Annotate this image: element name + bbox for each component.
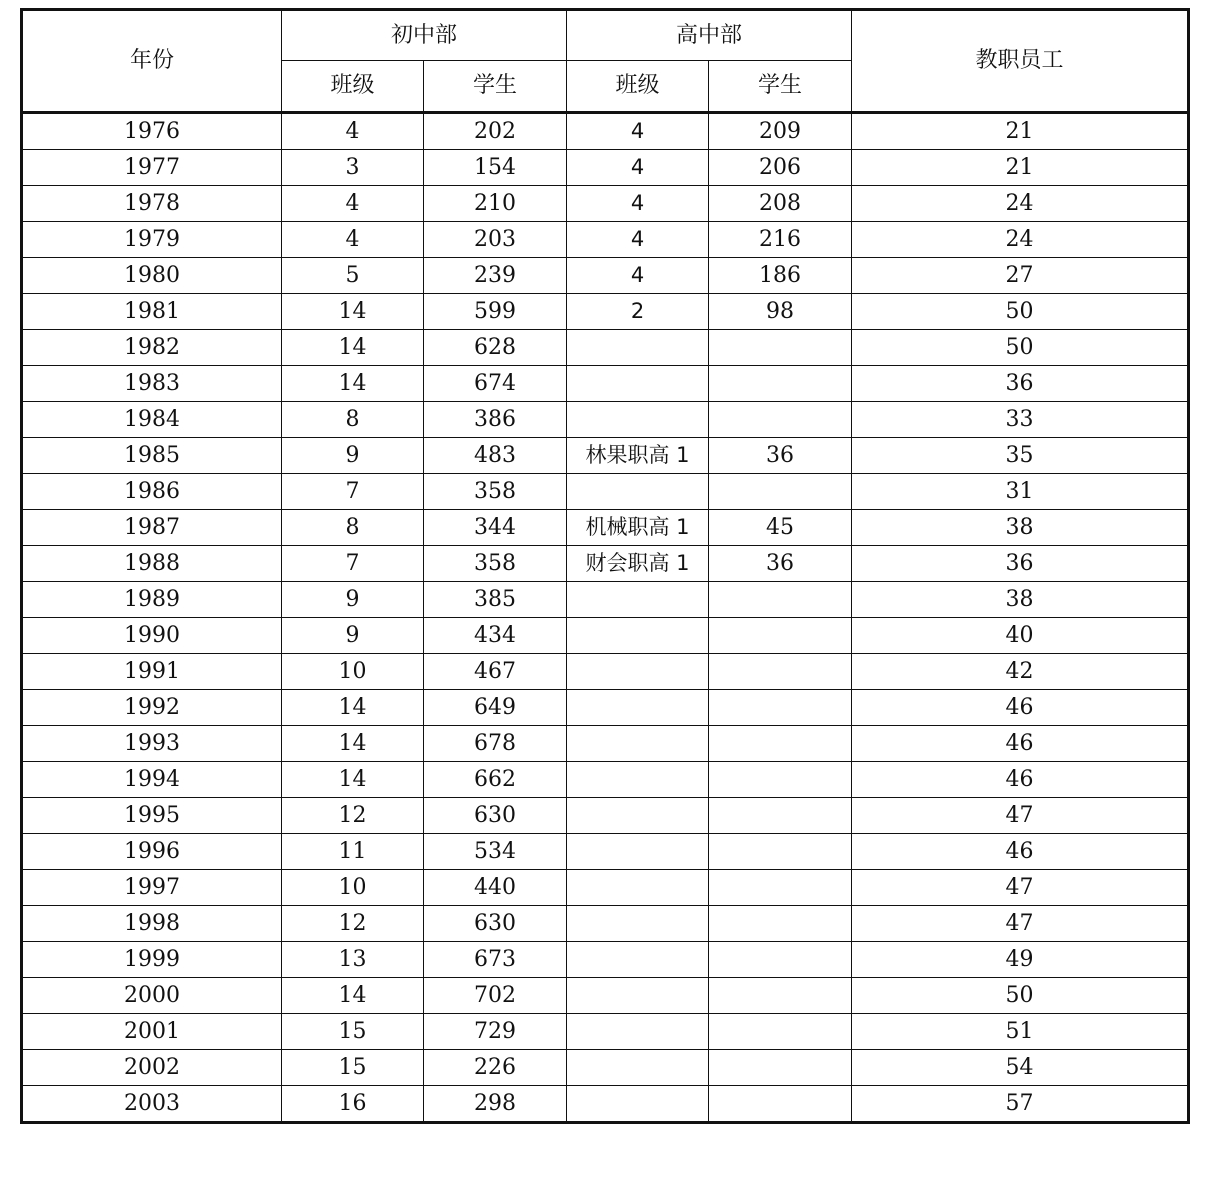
year-cell: 1994	[22, 762, 282, 798]
senior-classes-cell	[567, 798, 709, 834]
staff-cell: 46	[852, 762, 1189, 798]
staff-cell: 46	[852, 834, 1189, 870]
year-cell: 1980	[22, 258, 282, 294]
staff-cell: 57	[852, 1086, 1189, 1123]
senior-students-cell: 208	[709, 186, 852, 222]
senior-students-cell	[709, 582, 852, 618]
junior-classes-cell: 7	[282, 474, 424, 510]
senior-classes-cell	[567, 762, 709, 798]
junior-students-cell: 385	[424, 582, 567, 618]
senior-classes-cell	[567, 582, 709, 618]
senior-classes-cell	[567, 834, 709, 870]
junior-students-cell: 678	[424, 726, 567, 762]
year-cell: 2002	[22, 1050, 282, 1086]
junior-students-cell: 226	[424, 1050, 567, 1086]
year-cell: 1992	[22, 690, 282, 726]
senior-students-cell	[709, 978, 852, 1014]
senior-students-cell: 36	[709, 438, 852, 474]
senior-classes-cell	[567, 690, 709, 726]
staff-cell: 47	[852, 798, 1189, 834]
staff-cell: 38	[852, 510, 1189, 546]
junior-students-cell: 344	[424, 510, 567, 546]
staff-cell: 54	[852, 1050, 1189, 1086]
senior-classes-cell	[567, 474, 709, 510]
table-row	[22, 366, 1189, 402]
staff-cell: 49	[852, 942, 1189, 978]
table-row	[22, 113, 1189, 150]
junior-students-cell: 673	[424, 942, 567, 978]
year-cell: 1986	[22, 474, 282, 510]
senior-students-cell: 36	[709, 546, 852, 582]
staff-cell: 47	[852, 870, 1189, 906]
junior-classes-cell: 14	[282, 366, 424, 402]
year-cell: 1977	[22, 150, 282, 186]
senior-classes-cell: 2	[567, 294, 709, 330]
table-row	[22, 258, 1189, 294]
senior-classes-cell	[567, 1014, 709, 1050]
staff-cell: 27	[852, 258, 1189, 294]
senior-classes-cell: 财会职高 1	[567, 546, 709, 582]
year-cell: 1981	[22, 294, 282, 330]
table-body	[22, 113, 1189, 1123]
year-cell: 1982	[22, 330, 282, 366]
year-cell: 1979	[22, 222, 282, 258]
year-cell: 1990	[22, 618, 282, 654]
senior-students-cell	[709, 654, 852, 690]
senior-classes-cell	[567, 366, 709, 402]
junior-students-cell: 630	[424, 906, 567, 942]
junior-classes-cell: 15	[282, 1014, 424, 1050]
staff-cell: 50	[852, 294, 1189, 330]
table-row	[22, 330, 1189, 366]
junior-classes-cell: 16	[282, 1086, 424, 1123]
table-row	[22, 690, 1189, 726]
table-row	[22, 294, 1189, 330]
staff-header: 教职员工	[852, 10, 1189, 113]
junior-students-cell: 628	[424, 330, 567, 366]
junior-classes-header: 班级	[282, 61, 424, 113]
junior-classes-cell: 8	[282, 402, 424, 438]
year-cell: 1985	[22, 438, 282, 474]
table-row	[22, 654, 1189, 690]
senior-classes-cell	[567, 1086, 709, 1123]
junior-classes-cell: 4	[282, 222, 424, 258]
junior-classes-cell: 14	[282, 978, 424, 1014]
junior-students-cell: 649	[424, 690, 567, 726]
staff-cell: 50	[852, 978, 1189, 1014]
senior-students-cell	[709, 762, 852, 798]
junior-students-cell: 210	[424, 186, 567, 222]
senior-classes-cell	[567, 654, 709, 690]
junior-students-cell: 154	[424, 150, 567, 186]
junior-classes-cell: 4	[282, 186, 424, 222]
senior-students-cell	[709, 402, 852, 438]
junior-classes-cell: 12	[282, 798, 424, 834]
senior-classes-cell	[567, 330, 709, 366]
senior-students-cell: 186	[709, 258, 852, 294]
staff-cell: 51	[852, 1014, 1189, 1050]
senior-classes-cell: 林果职高 1	[567, 438, 709, 474]
junior-classes-cell: 7	[282, 546, 424, 582]
table-header	[22, 10, 1189, 113]
junior-classes-cell: 5	[282, 258, 424, 294]
table-row	[22, 762, 1189, 798]
senior-students-cell	[709, 798, 852, 834]
junior-students-cell: 662	[424, 762, 567, 798]
senior-classes-cell	[567, 402, 709, 438]
year-cell: 1993	[22, 726, 282, 762]
senior-classes-header: 班级	[567, 61, 709, 113]
junior-students-cell: 599	[424, 294, 567, 330]
staff-cell: 46	[852, 690, 1189, 726]
junior-classes-cell: 14	[282, 726, 424, 762]
table-row	[22, 1050, 1189, 1086]
senior-students-cell	[709, 942, 852, 978]
senior-students-cell	[709, 474, 852, 510]
senior-students-cell: 209	[709, 113, 852, 150]
junior-students-cell: 729	[424, 1014, 567, 1050]
table-row	[22, 618, 1189, 654]
senior-classes-cell: 4	[567, 258, 709, 294]
senior-classes-cell: 机械职高 1	[567, 510, 709, 546]
year-cell: 1983	[22, 366, 282, 402]
junior-classes-cell: 13	[282, 942, 424, 978]
junior-classes-cell: 14	[282, 294, 424, 330]
senior-classes-cell	[567, 726, 709, 762]
junior-students-header: 学生	[424, 61, 567, 113]
senior-classes-cell: 4	[567, 186, 709, 222]
year-cell: 1988	[22, 546, 282, 582]
junior-students-cell: 434	[424, 618, 567, 654]
senior-students-cell	[709, 690, 852, 726]
table-row	[22, 402, 1189, 438]
year-cell: 1978	[22, 186, 282, 222]
junior-classes-cell: 11	[282, 834, 424, 870]
year-cell: 1998	[22, 906, 282, 942]
year-cell: 1996	[22, 834, 282, 870]
table-row	[22, 546, 1189, 582]
junior-students-cell: 674	[424, 366, 567, 402]
staff-cell: 31	[852, 474, 1189, 510]
staff-cell: 21	[852, 113, 1189, 150]
table-row	[22, 978, 1189, 1014]
year-cell: 2000	[22, 978, 282, 1014]
staff-cell: 47	[852, 906, 1189, 942]
table-row	[22, 186, 1189, 222]
junior-students-cell: 386	[424, 402, 567, 438]
junior-classes-cell: 9	[282, 618, 424, 654]
senior-classes-cell	[567, 618, 709, 654]
senior-students-header: 学生	[709, 61, 852, 113]
senior-section-header: 高中部	[567, 10, 852, 61]
junior-students-cell: 203	[424, 222, 567, 258]
table-row	[22, 150, 1189, 186]
junior-classes-cell: 12	[282, 906, 424, 942]
year-cell: 1989	[22, 582, 282, 618]
year-cell: 1984	[22, 402, 282, 438]
junior-students-cell: 358	[424, 474, 567, 510]
senior-classes-cell: 4	[567, 150, 709, 186]
senior-students-cell	[709, 1050, 852, 1086]
header-row-top	[22, 10, 1189, 61]
staff-cell: 21	[852, 150, 1189, 186]
staff-cell: 42	[852, 654, 1189, 690]
table-row	[22, 1086, 1189, 1123]
senior-classes-cell	[567, 906, 709, 942]
senior-students-cell	[709, 906, 852, 942]
senior-students-cell: 206	[709, 150, 852, 186]
senior-students-cell	[709, 870, 852, 906]
table-row	[22, 906, 1189, 942]
senior-classes-cell	[567, 978, 709, 1014]
senior-students-cell	[709, 366, 852, 402]
junior-classes-cell: 3	[282, 150, 424, 186]
junior-students-cell: 239	[424, 258, 567, 294]
year-cell: 1976	[22, 113, 282, 150]
senior-classes-cell	[567, 1050, 709, 1086]
year-cell: 2003	[22, 1086, 282, 1123]
senior-students-cell: 216	[709, 222, 852, 258]
senior-students-cell	[709, 834, 852, 870]
senior-students-cell	[709, 618, 852, 654]
staff-cell: 33	[852, 402, 1189, 438]
staff-cell: 50	[852, 330, 1189, 366]
table-row	[22, 870, 1189, 906]
senior-students-cell	[709, 1014, 852, 1050]
junior-students-cell: 358	[424, 546, 567, 582]
senior-students-cell	[709, 1086, 852, 1123]
staff-cell: 40	[852, 618, 1189, 654]
table-row	[22, 798, 1189, 834]
senior-students-cell	[709, 330, 852, 366]
senior-students-cell: 45	[709, 510, 852, 546]
junior-students-cell: 483	[424, 438, 567, 474]
staff-cell: 24	[852, 222, 1189, 258]
table-row	[22, 726, 1189, 762]
junior-classes-cell: 10	[282, 654, 424, 690]
senior-students-cell: 98	[709, 294, 852, 330]
junior-classes-cell: 4	[282, 113, 424, 150]
table-row	[22, 510, 1189, 546]
year-cell: 1999	[22, 942, 282, 978]
junior-section-header: 初中部	[282, 10, 567, 61]
junior-classes-cell: 10	[282, 870, 424, 906]
junior-students-cell: 630	[424, 798, 567, 834]
junior-classes-cell: 14	[282, 330, 424, 366]
senior-classes-cell	[567, 942, 709, 978]
senior-classes-cell	[567, 870, 709, 906]
year-cell: 1997	[22, 870, 282, 906]
junior-students-cell: 440	[424, 870, 567, 906]
senior-classes-cell: 4	[567, 222, 709, 258]
table-row	[22, 1014, 1189, 1050]
junior-classes-cell: 14	[282, 690, 424, 726]
staff-cell: 46	[852, 726, 1189, 762]
junior-classes-cell: 14	[282, 762, 424, 798]
junior-classes-cell: 15	[282, 1050, 424, 1086]
staff-cell: 36	[852, 546, 1189, 582]
senior-students-cell	[709, 726, 852, 762]
senior-classes-cell: 4	[567, 113, 709, 150]
table-row	[22, 438, 1189, 474]
table-row	[22, 582, 1189, 618]
year-cell: 1991	[22, 654, 282, 690]
junior-students-cell: 202	[424, 113, 567, 150]
table-row	[22, 834, 1189, 870]
staff-cell: 38	[852, 582, 1189, 618]
junior-classes-cell: 8	[282, 510, 424, 546]
staff-cell: 35	[852, 438, 1189, 474]
table-row	[22, 222, 1189, 258]
year-header: 年份	[22, 10, 282, 113]
junior-students-cell: 534	[424, 834, 567, 870]
staff-cell: 36	[852, 366, 1189, 402]
table-row	[22, 474, 1189, 510]
junior-students-cell: 467	[424, 654, 567, 690]
year-cell: 1995	[22, 798, 282, 834]
junior-classes-cell: 9	[282, 438, 424, 474]
table-row	[22, 942, 1189, 978]
staff-cell: 24	[852, 186, 1189, 222]
junior-students-cell: 702	[424, 978, 567, 1014]
school-statistics-table	[20, 8, 1190, 1124]
junior-classes-cell: 9	[282, 582, 424, 618]
year-cell: 1987	[22, 510, 282, 546]
year-cell: 2001	[22, 1014, 282, 1050]
junior-students-cell: 298	[424, 1086, 567, 1123]
